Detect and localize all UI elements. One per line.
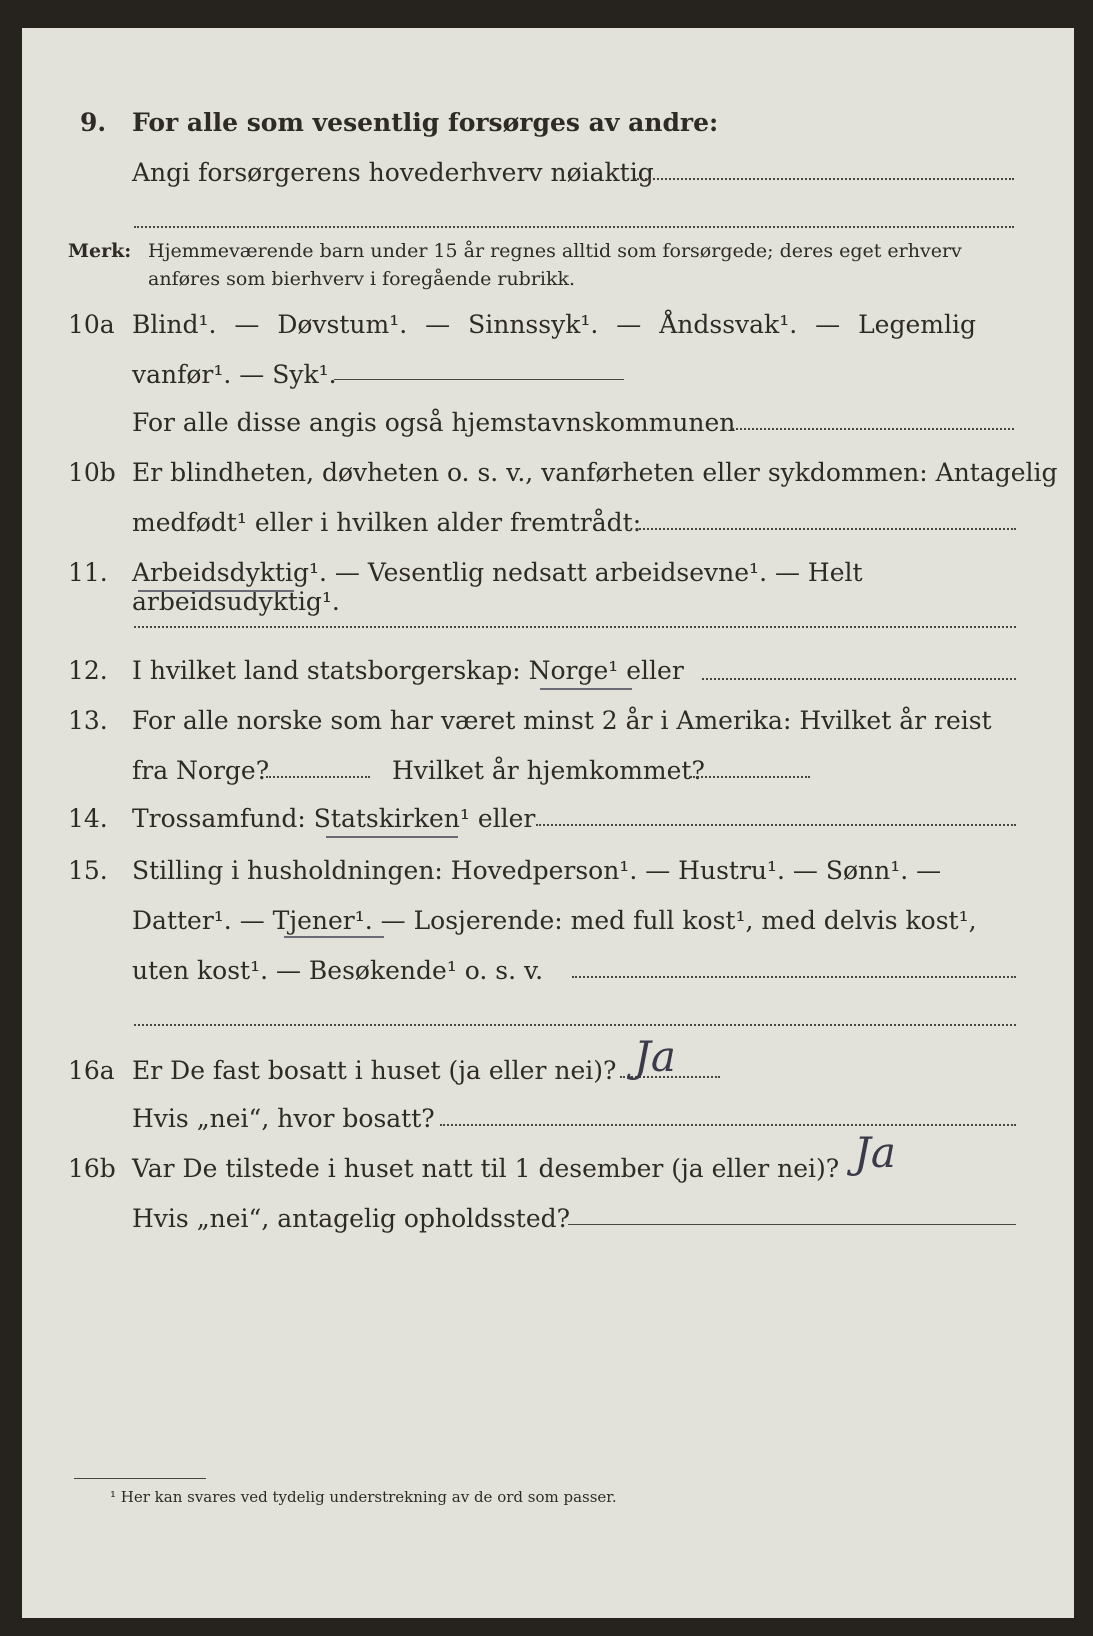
item-11-number: 11.: [68, 558, 108, 587]
item-14-answer-line[interactable]: [536, 824, 1016, 826]
item-15-line-1: Stilling i husholdningen: Hovedperson¹. — Hustru¹. — Sønn¹. —: [132, 856, 942, 885]
item-12-text: I hvilket land statsborgerskap: Norge¹ eller: [132, 656, 684, 685]
form-sheet: [22, 28, 1074, 1618]
footnote-text: ¹ Her kan svares ved tydelig understrekning av de ord som passer.: [110, 1488, 617, 1506]
item-14-underline: [326, 836, 458, 838]
item-13-line-1: For alle norske som har været minst 2 år i Amerika: Hvilket år reist: [132, 706, 992, 735]
item-10a-home-line[interactable]: [732, 428, 1014, 430]
item-12-answer-line[interactable]: [702, 678, 1016, 680]
item-14-text: Trossamfund: Statskirken¹ eller: [132, 804, 536, 833]
item-15-extra-line[interactable]: [134, 1024, 1016, 1026]
item-16b-answer-line[interactable]: [568, 1224, 1016, 1225]
item-15-line-3: uten kost¹. — Besøkende¹ o. s. v.: [132, 956, 544, 985]
item-11-text: Arbeidsdyktig¹. — Vesentlig nedsatt arbeidsevne¹. — Helt arbeidsudyktig¹.: [132, 558, 863, 616]
item-10b-answer-line[interactable]: [636, 528, 1016, 530]
item-9-answer-line[interactable]: [634, 178, 1014, 180]
item-9-extra-line[interactable]: [134, 226, 1014, 228]
item-10a-line-3: For alle disse angis også hjemstavnskommunen: [132, 408, 736, 437]
item-11-extra-line[interactable]: [134, 626, 1016, 628]
item-16a-where-line[interactable]: [440, 1124, 1016, 1126]
item-15-answer-line[interactable]: [572, 976, 1016, 978]
item-10a-line-2: vanfør¹. — Syk¹.: [132, 360, 337, 389]
item-15-line-2: Datter¹. — Tjener¹. — Losjerende: med full kost¹, med delvis kost¹,: [132, 906, 977, 935]
item-10b-number: 10b: [68, 458, 116, 487]
item-14-number: 14.: [68, 804, 108, 833]
item-13-reist-line[interactable]: [266, 776, 370, 778]
item-13-number: 13.: [68, 706, 108, 735]
item-16a-line-2: Hvis „nei“, hvor bosatt?: [132, 1104, 435, 1133]
item-16b-line-1: Var De tilstede i huset natt til 1 desember (ja eller nei)?: [132, 1154, 840, 1183]
item-9-number: 9.: [80, 108, 107, 137]
footnote-rule: [74, 1478, 206, 1479]
item-12-underline: [540, 688, 632, 690]
merk-label: Merk:: [68, 240, 132, 262]
item-13-hjem-line[interactable]: [690, 776, 810, 778]
item-16b-handwritten-answer: Ja: [854, 1128, 896, 1177]
item-16a-line-1: Er De fast bosatt i huset (ja eller nei)?: [132, 1056, 617, 1085]
item-13-line-2a: fra Norge?: [132, 756, 270, 785]
item-16a-number: 16a: [68, 1056, 115, 1085]
item-16b-number: 16b: [68, 1154, 116, 1183]
item-16b-line-2: Hvis „nei“, antagelig opholdssted?: [132, 1204, 571, 1233]
merk-line-1: Hjemmeværende barn under 15 år regnes alltid som forsørgede; deres eget erhverv: [148, 240, 962, 262]
item-10b-line-1: Er blindheten, døvheten o. s. v., vanførheten eller sykdommen: Antagelig: [132, 458, 1058, 487]
item-9-question: Angi forsørgerens hovederhverv nøiaktig: [132, 158, 654, 187]
item-10a-line-1: Blind¹. — Døvstum¹. — Sinnssyk¹. — Åndssvak¹. — Legemlig: [132, 310, 976, 339]
item-15-number: 15.: [68, 856, 108, 885]
item-11-underline: [138, 590, 294, 592]
item-15-underline: [284, 936, 384, 938]
item-10a-number: 10a: [68, 310, 115, 339]
item-12-number: 12.: [68, 656, 108, 685]
item-16a-handwritten-answer: Ja: [634, 1032, 676, 1081]
merk-line-2: anføres som bierhverv i foregående rubrikk.: [148, 268, 576, 290]
item-13-line-2b: Hvilket år hjemkommet?: [392, 756, 705, 785]
item-9-heading: For alle som vesentlig forsørges av andre:: [132, 108, 719, 137]
item-10b-line-2: medfødt¹ eller i hvilken alder fremtrådt:: [132, 508, 642, 537]
item-10a-answer-line[interactable]: [334, 379, 624, 380]
